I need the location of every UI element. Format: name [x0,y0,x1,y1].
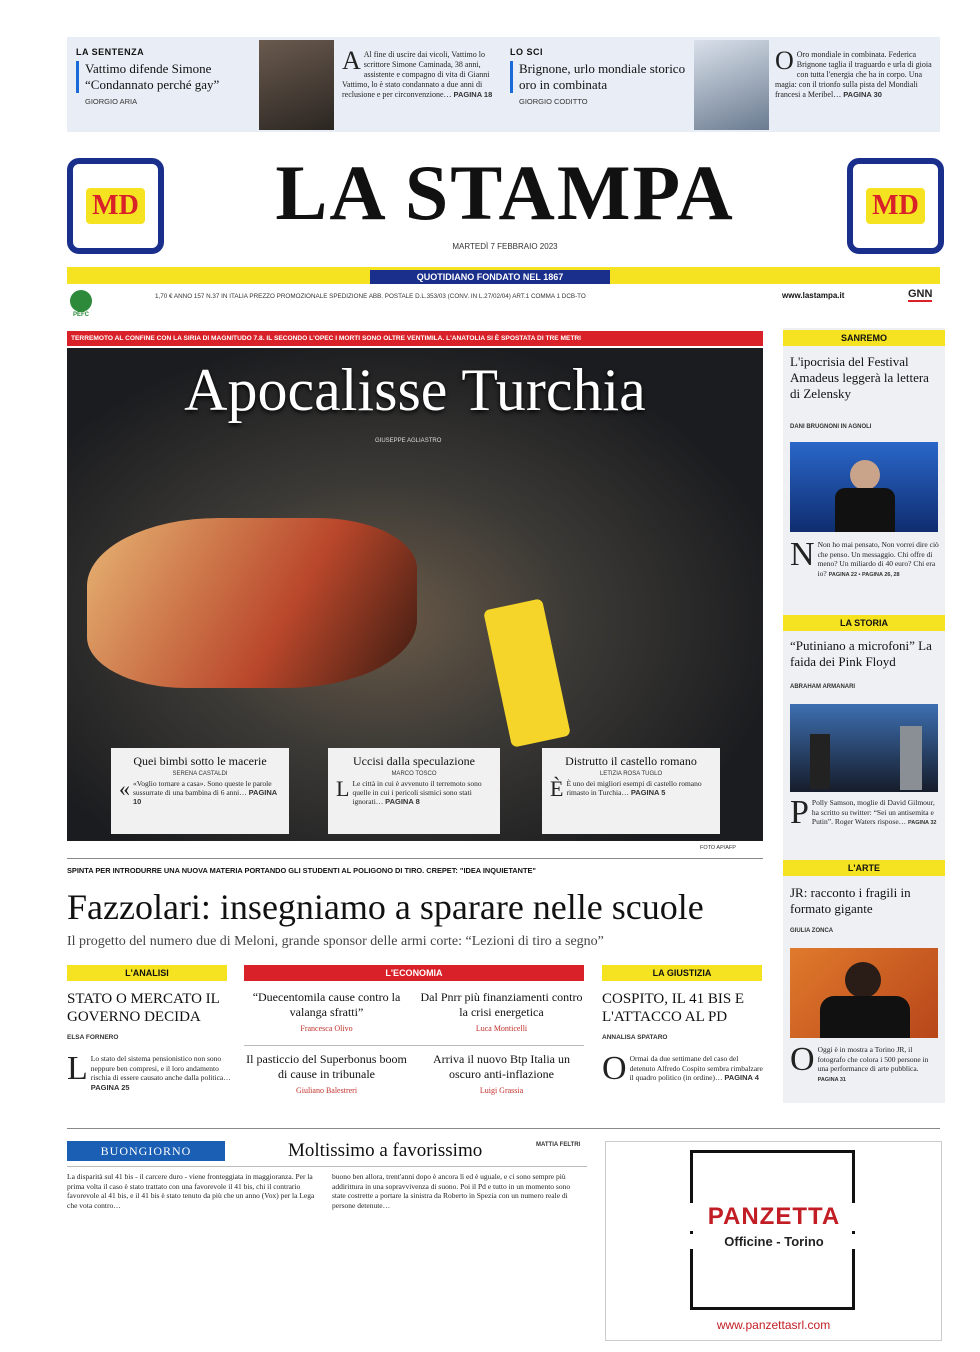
top2-kicker: LO SCI [510,47,544,57]
arte-headline[interactable]: JR: racconto i fragili in formato gigante [790,885,911,916]
econ2-title: Dal Pnrr più finanziamenti contro la crisi energetica [420,990,583,1019]
box3-text: È È uno dei migliori esempi di castello romano rimasto in Turchia… PAGINA 5 [550,776,702,801]
sanremo-text: N Non ho mai pensato, Non vorrei dire ciò che penso. Un messaggio. Chi offre di meno? Un miliardo di 40 euro? Chi era io? PAGINA 22 • PAGINA 26, 28 [790,536,939,578]
econ-item-1[interactable] [244,990,409,1033]
masthead-title[interactable]: LA STAMPA [275,149,735,236]
sanremo-ref: PAGINA 22 • PAGINA 26, 28 [828,571,900,578]
analisi-label: L'ANALISI [67,965,227,981]
econ-item-2[interactable] [419,990,584,1033]
ad-md-left[interactable] [67,158,164,254]
storia-text: P Polly Samson, moglie di David Gilmour, ha scritto su twitter: “Sei un antisemita e Putin”. Roger Waters rispose… PAGINA 32 [790,794,937,831]
arte-label: L'ARTE [783,860,945,876]
box1-author: SERENA CASTALDI [172,771,228,777]
arte-ref: PAGINA 31 [817,1076,846,1083]
top2-byline: GIORGIO CODITTO [519,97,588,106]
storia-headline[interactable]: “Putiniano a microfoni” La faida dei Pink Floyd [790,638,932,669]
md-logo-right: MD [866,188,925,224]
arte-author: GIULIA ZONCA [790,928,834,934]
masthead-info: 1,70 € ANNO 157 N.37 IN ITALIA PREZZO PROMOZIONALE SPEDIZIONE ABB. POSTALE D.L.353/03 (CONV. IN L.27/02/04) ART.1 COMMA 1 DCB-TO [155,293,586,300]
analisi-text: L Lo stato del sistema pensionistico non sono neppure ben compresi, e il loro andamento rischia di essere causato anche dalla politica… PAGINA 25 [67,1050,231,1092]
analisi-ref: PAGINA 25 [90,1082,130,1092]
ad-md-right[interactable] [847,158,944,254]
econ3-author: Giuliano Balestreri [295,1086,358,1095]
economia-label: L'ECONOMIA [244,965,584,981]
giustizia-headline[interactable]: COSPITO, IL 41 BIS E L'ATTACCO AL PD [602,991,745,1025]
top1-kicker: LA SENTENZA [76,47,145,57]
divider-buongiorno-2 [67,1166,587,1167]
lead-box-3[interactable] [542,748,720,834]
top1-photo [259,40,334,130]
top1-ref: PAGINA 18 [453,90,493,99]
box2-text: L Le città in cui è avvenuto il terremoto sono quelle in cui i pericoli sismici sono stati ignorati… PAGINA 8 [336,776,482,806]
analisi-author: ELSA FORNERO [67,1034,119,1041]
sanremo-headline[interactable]: L'ipocrisia del Festival Amadeus leggerà la lettera di Zelensky [790,354,929,401]
advert-sub: Officine - Torino [690,1234,858,1249]
advert-brand: PANZETTA [690,1203,858,1231]
storia-ref: PAGINA 32 [908,820,937,826]
top1-text: A Al fine di uscire dai vicoli, Vattimo lo scrittore Simone Caminada, 38 anni, assistente e compagno di vita di Gianni Vattimo, lo è stato condannato a due anni di reclusione e per circonvenzione… PAGINA 18 [342,46,493,99]
md-logo-left: MD [86,188,145,224]
sanremo-author: DANI BRUGNONI IN AGNOLI [790,424,872,430]
econ4-title: Arriva il nuovo Btp Italia un oscuro anti-inflazione [433,1052,570,1081]
box3-ref: PAGINA 5 [630,788,666,797]
box1-text: « «Voglio tornare a casa». Sono queste le parole sussurrate di una bambina di 6 anni… PAGINA 10 [119,776,277,806]
econ4-author: Luigi Grassia [479,1086,524,1095]
buongiorno-col1: La disparità sul 41 bis - il carcere duro - viene fronteggiata in maggioranza. Per la prima volta il caso è stato trattato con una favorevole il 41 bis, chi il contrario favorevole al 41 bis, e il 41 bis è stato tenuto da più che un anno (Vox) per la Lega che vota contro… [67,1172,315,1210]
top-item-brignone[interactable] [510,47,690,106]
econ-item-3[interactable] [244,1052,409,1095]
storia-label: LA STORIA [783,615,945,631]
top2-text: O Oro mondiale in combinata. Federica Brignone taglia il traguardo e urla di gioia con tutta l'energia che ha in corpo. Una magia: con il trionfo sulla pista del Mondiali francesi a Meribel… PAGINA 30 [775,46,932,99]
giustizia-text: O Ormai da due settimane del caso del detenuto Alfredo Cospito sembra rimbalzare il quadro politico (in ordine)… PAGINA 4 [602,1050,763,1087]
buongiorno-title[interactable]: Moltissimo a favorissimo [288,1140,483,1161]
box3-title: Distrutto il castello romano [565,754,697,768]
advert-url[interactable]: www.panzettasrl.com [716,1318,831,1332]
second-subhead: Il progetto del numero due di Meloni, grande sponsor delle armi corte: “Lezioni di tiro a segno” [67,934,604,949]
buongiorno-author: MATTIA FELTRI [536,1142,581,1148]
founded-text: QUOTIDIANO FONDATO NEL 1867 [370,270,610,284]
buongiorno-col2: buono ben allora, trent'anni dopo è ancora lì ed è uguale, e ci sono sempre più addirittura in una sopravvivenza di suono. Poi il Pd e tutto in un momento sono state costrette a portare la sinistra da Roberto in Spezia con un numero reale di persone detenute… [332,1172,571,1210]
top2-photo [694,40,769,130]
lead-box-1[interactable] [111,748,289,834]
masthead-date: MARTEDÌ 7 FEBBRAIO 2023 [452,242,558,251]
top1-byline: GIORGIO ARIA [85,97,138,106]
top-item-vattimo[interactable] [76,47,256,106]
buongiorno-label: BUONGIORNO [67,1141,225,1161]
econ3-title: Il pasticcio del Superbonus boom di cause in tribunale [246,1052,407,1081]
econ1-author: Francesca Olivo [300,1024,353,1033]
photo-credit: FOTO AP/AFP [700,845,736,851]
giustizia-author: ANNALISA SPATARO [602,1034,668,1041]
box1-ref: PAGINA 10 [133,788,277,806]
econ-item-4[interactable] [419,1052,584,1095]
giustizia-label: LA GIUSTIZIA [602,965,762,981]
gnn-logo: GNN [908,288,933,300]
econ2-author: Luca Monticelli [475,1024,528,1033]
pefc-logo: PEFC [67,290,95,320]
divider-buongiorno [67,1128,940,1129]
photo-yellow-board [483,598,571,747]
second-headline[interactable]: Fazzolari: insegniamo a sparare nelle scuole [67,887,704,927]
box2-title: Uccisi dalla speculazione [353,754,475,768]
top1-headline: Vattimo difende Simone “Condannato perché gay” [76,61,256,93]
analisi-headline[interactable]: STATO O MERCATO IL GOVERNO DECIDA [67,991,220,1025]
box1-title: Quei bimbi sotto le macerie [133,754,267,768]
top2-ref: PAGINA 30 [843,90,882,99]
storia-photo[interactable] [790,704,938,792]
lead-box-2[interactable] [328,748,500,834]
giustizia-ref: PAGINA 4 [724,1073,759,1082]
top2-headline: Brignone, urlo mondiale storico oro in combinata [510,61,690,93]
second-strap: SPINTA PER INTRODURRE UNA NUOVA MATERIA PORTANDO GLI STUDENTI AL POLIGONO DI TIRO. CREPET: "IDEA INQUIETANTE" [67,866,536,875]
lead-byline: GIUSEPPE AGLIASTRO [375,438,442,444]
arte-photo[interactable] [790,948,938,1038]
lead-headline[interactable]: Apocalisse Turchia [184,357,646,423]
econ1-title: “Duecentomila cause contro la valanga sfratti” [252,990,401,1019]
storia-author: ABRAHAM ARMANARI [790,684,856,690]
photo-blanket [87,518,417,688]
box3-author: LETIZIA ROSA TUGLO [599,771,663,777]
divider-second [67,858,763,859]
box2-author: MARCO TOSCO [391,771,437,777]
sanremo-photo[interactable] [790,442,938,532]
sanremo-label: SANREMO [783,330,945,346]
lead-strap: TERREMOTO AL CONFINE CON LA SIRIA DI MAGNITUDO 7.8. IL SECONDO L'OPEC I MORTI SONO OLTRE VENTIMILA. L'ANATOLIA SI È SPOSTATA DI TRE METRI [67,331,763,346]
econ-divider [244,1045,584,1046]
website[interactable]: www.lastampa.it [782,291,845,300]
arte-text: O Oggi è in mostra a Torino JR, il fotografo che colora i 500 persone in una performance di arte pubblica. PAGINA 31 [790,1041,929,1083]
box2-ref: PAGINA 8 [385,797,420,806]
